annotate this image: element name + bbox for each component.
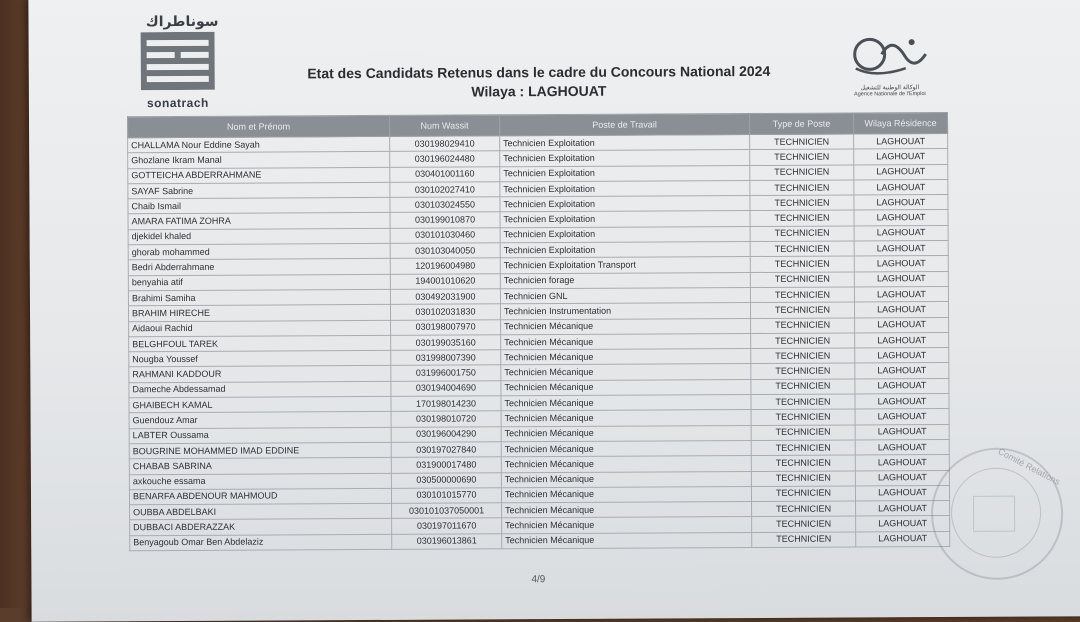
cell-poste: Technicien Instrumentation [500, 303, 750, 320]
anem-mark-icon [842, 32, 938, 79]
cell-poste: Technicien Mécanique [501, 425, 751, 442]
col-header-poste: Poste de Travail [499, 114, 749, 136]
cell-name: CHABAB SABRINA [129, 458, 391, 475]
cell-type: TECHNICIEN [751, 379, 855, 395]
cell-poste: Technicien Exploitation [500, 150, 750, 167]
cell-name: Ghozlane Ikram Manal [128, 152, 390, 169]
cell-poste: Technicien Exploitation [500, 211, 750, 228]
cell-wassit: 030103024550 [390, 197, 500, 213]
cell-type: TECHNICIEN [750, 165, 854, 181]
cell-poste: Technicien Exploitation [500, 165, 750, 182]
title-wilaya: Wilaya : LAGHOUAT [471, 82, 607, 100]
cell-wilaya: LAGHOUAT [855, 378, 949, 394]
cell-name: benyahia atif [128, 274, 390, 291]
sonatrach-logo [132, 14, 223, 110]
cell-poste: Technicien Exploitation [500, 196, 750, 213]
cell-name: Guendouz Amar [129, 412, 391, 429]
cell-wassit: 030194004690 [391, 381, 501, 397]
cell-type: TECHNICIEN [752, 501, 856, 517]
cell-poste: Technicien Mécanique [501, 456, 751, 473]
cell-type: TECHNICIEN [750, 180, 854, 196]
cell-wassit: 031998007390 [391, 350, 501, 366]
stamp-text: Comité Relations [996, 446, 1062, 487]
cell-wassit: 170198014230 [391, 396, 501, 412]
cell-poste: Technicien Mécanique [502, 502, 752, 519]
cell-wilaya: LAGHOUAT [856, 516, 950, 532]
cell-wassit: 030197027840 [391, 442, 501, 458]
cell-wilaya: LAGHOUAT [855, 455, 949, 471]
col-header-name: Nom et Prénom [128, 115, 390, 137]
cell-type: TECHNICIEN [751, 440, 855, 456]
cell-name: BRAHIM HIRECHE [128, 305, 390, 322]
cell-wilaya: LAGHOUAT [855, 363, 949, 379]
cell-poste: Technicien Exploitation [500, 242, 750, 259]
cell-wassit: 031996001750 [391, 365, 501, 381]
cell-wilaya: LAGHOUAT [855, 485, 949, 501]
cell-wilaya: LAGHOUAT [854, 210, 948, 226]
cell-wassit: 030401001160 [390, 166, 500, 182]
col-header-wassit: Num Wassit [389, 115, 499, 137]
cell-name: CHALLAMA Nour Eddine Sayah [128, 136, 390, 153]
cell-name: ghorab mohammed [128, 243, 390, 260]
cell-poste: Technicien Mécanique [501, 379, 751, 396]
cell-type: TECHNICIEN [750, 149, 854, 165]
cell-wassit: 030103040050 [390, 243, 500, 259]
cell-wilaya: LAGHOUAT [854, 164, 948, 180]
cell-wassit: 030500000690 [391, 472, 501, 488]
cell-poste: Technicien Mécanique [502, 517, 752, 534]
official-stamp [931, 447, 1064, 580]
cell-wilaya: LAGHOUAT [856, 531, 950, 547]
page-number: 4/9 [531, 574, 546, 586]
cell-name: RAHMANI KADDOUR [129, 366, 391, 383]
candidates-table [127, 112, 950, 551]
cell-wassit: 030101030460 [390, 228, 500, 244]
cell-name: Brahimi Samiha [128, 289, 390, 306]
cell-wilaya: LAGHOUAT [855, 424, 949, 440]
cell-wassit: 194001010620 [390, 273, 500, 289]
cell-name: Benyagoub Omar Ben Abdelaziz [130, 534, 392, 551]
cell-poste: Technicien Mécanique [501, 395, 751, 412]
cell-type: TECHNICIEN [751, 348, 855, 364]
cell-wilaya: LAGHOUAT [855, 348, 949, 364]
stamp-emblem [973, 496, 1015, 532]
cell-name: Bedri Abderrahmane [128, 259, 390, 276]
cell-wilaya: LAGHOUAT [855, 439, 949, 455]
cell-poste: Technicien Mécanique [501, 333, 751, 350]
cell-type: TECHNICIEN [750, 195, 854, 211]
cell-wassit: 030199010870 [390, 212, 500, 228]
cell-name: Aidaoui Rachid [129, 320, 391, 337]
cell-name: SAYAF Sabrine [128, 182, 390, 199]
cell-poste: Technicien Exploitation [500, 226, 750, 243]
cell-poste: Technicien Exploitation [500, 135, 750, 152]
sonatrach-mark-icon [141, 32, 215, 90]
cell-type: TECHNICIEN [751, 409, 855, 425]
cell-name: Nougba Youssef [129, 351, 391, 368]
cell-wassit: 030196004290 [391, 426, 501, 442]
cell-wilaya: LAGHOUAT [854, 179, 948, 195]
cell-wassit: 030196024480 [390, 151, 500, 167]
cell-type: TECHNICIEN [750, 302, 854, 318]
cell-type: TECHNICIEN [750, 241, 854, 257]
cell-name: GOTTEICHA ABDERRAHMANE [128, 167, 390, 184]
cell-poste: Technicien Mécanique [501, 471, 751, 488]
cell-poste: Technicien Mécanique [502, 532, 752, 549]
cell-wilaya: LAGHOUAT [854, 256, 948, 272]
col-header-wilaya: Wilaya Résidence [853, 112, 947, 133]
cell-name: Dameche Abdessamad [129, 381, 391, 398]
agency-french-name: Agence Nationale de l'Emploi [854, 91, 926, 98]
cell-type: TECHNICIEN [750, 226, 854, 242]
cell-wilaya: LAGHOUAT [855, 470, 949, 486]
cell-type: TECHNICIEN [751, 363, 855, 379]
cell-wassit: 031900017480 [391, 457, 501, 473]
cell-type: TECHNICIEN [750, 287, 854, 303]
cell-wilaya: LAGHOUAT [855, 317, 949, 333]
cell-type: TECHNICIEN [751, 318, 855, 334]
anem-logo [835, 32, 945, 98]
cell-wassit: 030198029410 [390, 136, 500, 152]
document-page [28, 0, 1080, 622]
cell-type: TECHNICIEN [750, 210, 854, 226]
cell-wilaya: LAGHOUAT [854, 286, 948, 302]
cell-poste: Technicien GNL [500, 287, 750, 304]
cell-wilaya: LAGHOUAT [856, 501, 950, 517]
cell-type: TECHNICIEN [750, 272, 854, 288]
cell-wilaya: LAGHOUAT [855, 409, 949, 425]
cell-poste: Technicien Mécanique [501, 349, 751, 366]
cell-wassit: 030102031830 [390, 304, 500, 320]
cell-poste: Technicien Mécanique [501, 410, 751, 427]
cell-poste: Technicien Exploitation [500, 180, 750, 197]
cell-type: TECHNICIEN [751, 486, 855, 502]
cell-type: TECHNICIEN [751, 455, 855, 471]
cell-wilaya: LAGHOUAT [854, 271, 948, 287]
cell-name: GHAIBECH KAMAL [129, 396, 391, 413]
cell-wassit: 030492031900 [390, 289, 500, 305]
cell-name: BENARFA ABDENOUR MAHMOUD [129, 488, 391, 505]
cell-name: DUBBACI ABDERAZZAK [130, 519, 392, 536]
cell-name: BOUGRINE MOHAMMED IMAD EDDINE [129, 442, 391, 459]
cell-type: TECHNICIEN [750, 256, 854, 272]
cell-type: TECHNICIEN [752, 516, 856, 532]
cell-poste: Technicien Mécanique [501, 486, 751, 503]
agency-arabic-name: الوكالة الوطنية للتشغيل [860, 84, 920, 92]
cell-wassit: 030197011670 [392, 518, 502, 534]
cell-name: axkouche essama [129, 473, 391, 490]
cell-name: Chaib Ismail [128, 198, 390, 215]
cell-poste: Technicien Mécanique [501, 318, 751, 335]
cell-wassit: 030198007970 [391, 319, 501, 335]
cell-wassit: 030196013861 [392, 534, 502, 550]
cell-wilaya: LAGHOUAT [854, 302, 948, 318]
cell-poste: Technicien Mécanique [501, 440, 751, 457]
logo-arabic-text: سوناطراك [145, 13, 219, 31]
cell-wilaya: LAGHOUAT [855, 394, 949, 410]
table-row [130, 531, 950, 551]
title-main: Etat des Candidats Retenus dans le cadre du Concours National 2024 [307, 62, 771, 82]
cell-wilaya: LAGHOUAT [854, 241, 948, 257]
cell-wilaya: LAGHOUAT [854, 195, 948, 211]
cell-type: TECHNICIEN [752, 532, 856, 548]
cell-name: BELGHFOUL TAREK [129, 335, 391, 352]
cell-name: OUBBA ABDELBAKI [130, 504, 392, 521]
cell-poste: Technicien Exploitation Transport [500, 257, 750, 274]
cell-type: TECHNICIEN [750, 134, 854, 150]
cell-wassit: 030101037050001 [392, 503, 502, 519]
cell-name: AMARA FATIMA ZOHRA [128, 213, 390, 230]
cell-wilaya: LAGHOUAT [854, 133, 948, 149]
cell-poste: Technicien Mécanique [501, 364, 751, 381]
cell-wilaya: LAGHOUAT [855, 332, 949, 348]
cell-type: TECHNICIEN [751, 333, 855, 349]
document-title [259, 63, 819, 101]
cell-type: TECHNICIEN [751, 394, 855, 410]
cell-wassit: 030198010720 [391, 411, 501, 427]
cell-name: LABTER Oussama [129, 427, 391, 444]
cell-wassit: 030101015770 [391, 488, 501, 504]
cell-wassit: 030102027410 [390, 182, 500, 198]
cell-wilaya: LAGHOUAT [854, 225, 948, 241]
cell-wilaya: LAGHOUAT [854, 149, 948, 165]
cell-wassit: 030199035160 [391, 335, 501, 351]
col-header-type: Type de Poste [749, 113, 853, 135]
cell-wassit: 120196004980 [390, 258, 500, 274]
cell-poste: Technicien forage [500, 272, 750, 289]
cell-type: TECHNICIEN [751, 425, 855, 441]
cell-name: djekidel khaled [128, 228, 390, 245]
table-body [128, 133, 950, 550]
logo-company-name: sonatrach [146, 95, 209, 111]
cell-type: TECHNICIEN [751, 470, 855, 486]
